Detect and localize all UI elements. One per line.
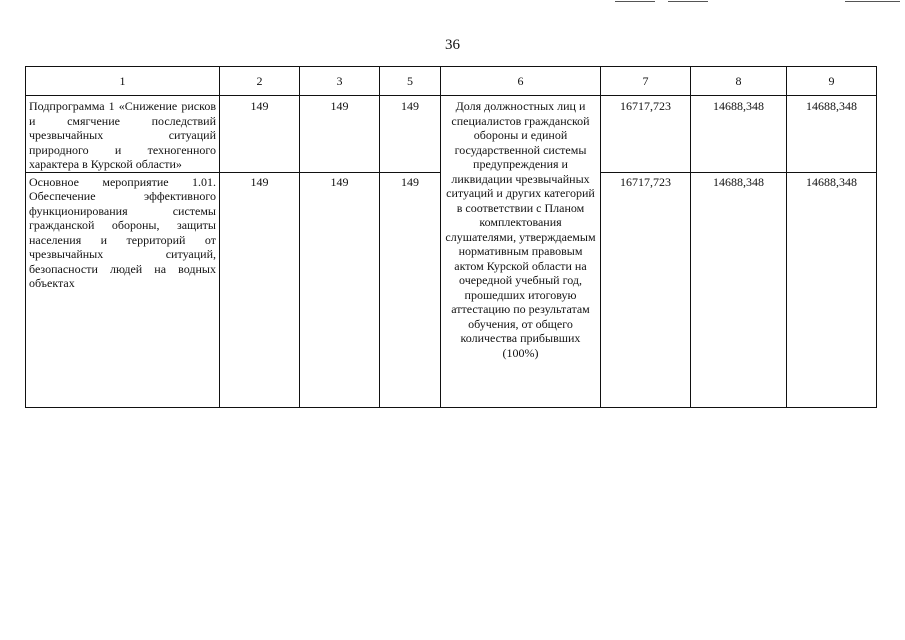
page-number: 36 <box>445 37 460 53</box>
header-cell-1: 1 <box>26 67 220 96</box>
header-cell-2: 2 <box>220 67 300 96</box>
header-cell-6: 6 <box>441 67 601 96</box>
header-cell-5: 5 <box>380 67 441 96</box>
header-row <box>26 67 877 96</box>
row2-col8: 14688,348 <box>691 172 787 407</box>
row2-col2: 149 <box>220 172 300 407</box>
row1-col8: 14688,348 <box>691 96 787 173</box>
row1-col7: 16717,723 <box>601 96 691 173</box>
header-cell-8: 8 <box>691 67 787 96</box>
row1-col5: 149 <box>380 96 441 173</box>
header-cell-9: 9 <box>787 67 877 96</box>
row2-col5: 149 <box>380 172 441 407</box>
table-row <box>26 96 877 173</box>
row2-col9: 14688,348 <box>787 172 877 407</box>
scan-mark <box>615 1 655 2</box>
row1-col3: 149 <box>300 96 380 173</box>
row2-col7: 16717,723 <box>601 172 691 407</box>
subprogram-name: Подпрограмма 1 «Снижение рисков и смягчение последствий чрезвычайных ситуаций природного и техногенного характера в Курской области» <box>26 96 220 173</box>
header-cell-7: 7 <box>601 67 691 96</box>
main-activity-name: Основное мероприятие 1.01. Обеспечение эффективного функционирования системы гражданской обороны, защиты населения и территорий от чрезвычайных ситуаций, безопасности людей на водных объектах <box>26 172 220 407</box>
scan-mark <box>845 1 900 2</box>
program-table <box>25 66 877 408</box>
row1-col2: 149 <box>220 96 300 173</box>
row2-col3: 149 <box>300 172 380 407</box>
row1-col9: 14688,348 <box>787 96 877 173</box>
header-cell-3: 3 <box>300 67 380 96</box>
indicator-description: Доля должностных лиц и специалистов гражданской обороны и единой государственной системы предупреждения и ликвидации чрезвычайных ситуаций и других категорий в соответствии с Планом комплектования слушателями, утверждаемым нормативным правовым актом Курской области на очередной учебный год, прошедших итоговую аттестацию по результатам обучения, от общего количества прибывших (100%) <box>441 96 601 408</box>
scan-mark <box>668 1 708 2</box>
